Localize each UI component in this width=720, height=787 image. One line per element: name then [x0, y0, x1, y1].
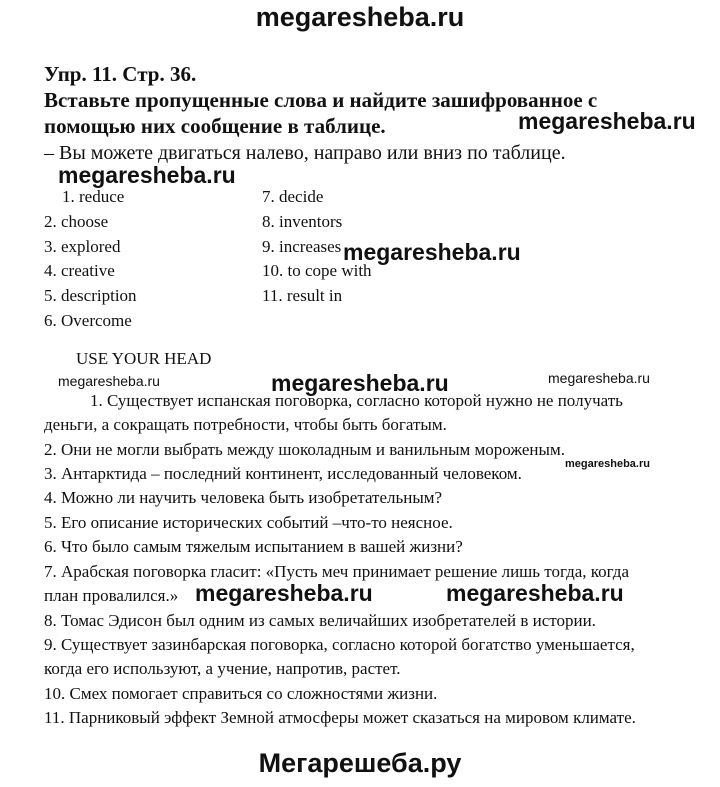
- sentence-8: 8. Томас Эдисон был одним из самых величайших изобретателей в истории.: [44, 611, 596, 630]
- answer-8: 8. inventors: [262, 212, 343, 231]
- sentence-3: 3. Антарктида – последний континент, исследованный человеком.: [44, 464, 522, 483]
- sentence-1-line-1: 1. Существует испанская поговорка, согласно которой нужно не получать: [90, 391, 623, 410]
- answer-9: 9. increases: [262, 237, 342, 256]
- watermark-row-left: megaresheba.ru: [58, 373, 160, 389]
- watermark-row-center: megaresheba.ru: [271, 370, 449, 396]
- section-title: USE YOUR HEAD: [76, 349, 212, 368]
- answer-11: 11. result in: [262, 286, 343, 305]
- sentence-7-line-2: план провалился.»: [44, 586, 179, 605]
- watermark-top: megaresheba.ru: [255, 2, 465, 32]
- sentence-9-line-1: 9. Существует зазинбарская поговорка, согласно которой богатство уменьшается,: [44, 635, 635, 654]
- answer-6: 6. Overcome: [44, 311, 132, 330]
- watermark-row-right: megaresheba.ru: [548, 370, 650, 386]
- answer-2: 2. choose: [44, 212, 109, 231]
- sentence-6: 6. Что было самым тяжелым испытанием в вашей жизни?: [44, 537, 463, 556]
- sentence-9-line-2: когда его используют, а учение, напротив, растет.: [44, 659, 401, 678]
- sentence-10: 10. Смех помогает справиться со сложностями жизни.: [44, 684, 438, 703]
- sentence-2: 2. Они не могли выбрать между шоколадным и ванильным мороженым.: [44, 440, 565, 459]
- exercise-heading: Упр. 11. Стр. 36.: [44, 62, 197, 86]
- answer-5: 5. description: [44, 286, 137, 305]
- sentence-7-line-1: 7. Арабская поговорка гласит: «Пусть меч принимает решение лишь тогда, когда: [44, 562, 629, 581]
- answer-4: 4. creative: [44, 261, 115, 280]
- sentence-5: 5. Его описание исторических событий –что-то неясное.: [44, 513, 453, 532]
- watermark-under-note: megaresheba.ru: [58, 162, 236, 188]
- watermark-in-list: megaresheba.ru: [343, 239, 521, 265]
- answer-10: 10. to cope with: [262, 261, 372, 280]
- sentence-11: 11. Парниковый эффект Земной атмосферы может сказаться на мировом климате.: [44, 708, 636, 727]
- task-line-2: помощью них сообщение в таблице.: [44, 114, 386, 138]
- watermark-tiny-right: megaresheba.ru: [565, 458, 650, 470]
- sentence-1-line-2: деньги, а сокращать потребности, чтобы быть богатым.: [44, 415, 447, 434]
- task-line-1: Вставьте пропущенные слова и найдите зашифрованное с: [44, 88, 598, 112]
- answer-7: 7. decide: [262, 187, 324, 206]
- sentence-4: 4. Можно ли научить человека быть изобретательным?: [44, 488, 443, 507]
- watermark-bottom: Мегарешеба.ру: [258, 748, 462, 778]
- answer-3: 3. explored: [44, 237, 121, 256]
- task-note: – Вы можете двигаться налево, направо или вниз по таблице.: [44, 142, 566, 164]
- watermark-lower-right: megaresheba.ru: [446, 580, 624, 606]
- answer-1: 1. reduce: [62, 187, 125, 206]
- watermark-mid-right: megaresheba.ru: [518, 108, 696, 134]
- watermark-lower-left: megaresheba.ru: [195, 580, 373, 606]
